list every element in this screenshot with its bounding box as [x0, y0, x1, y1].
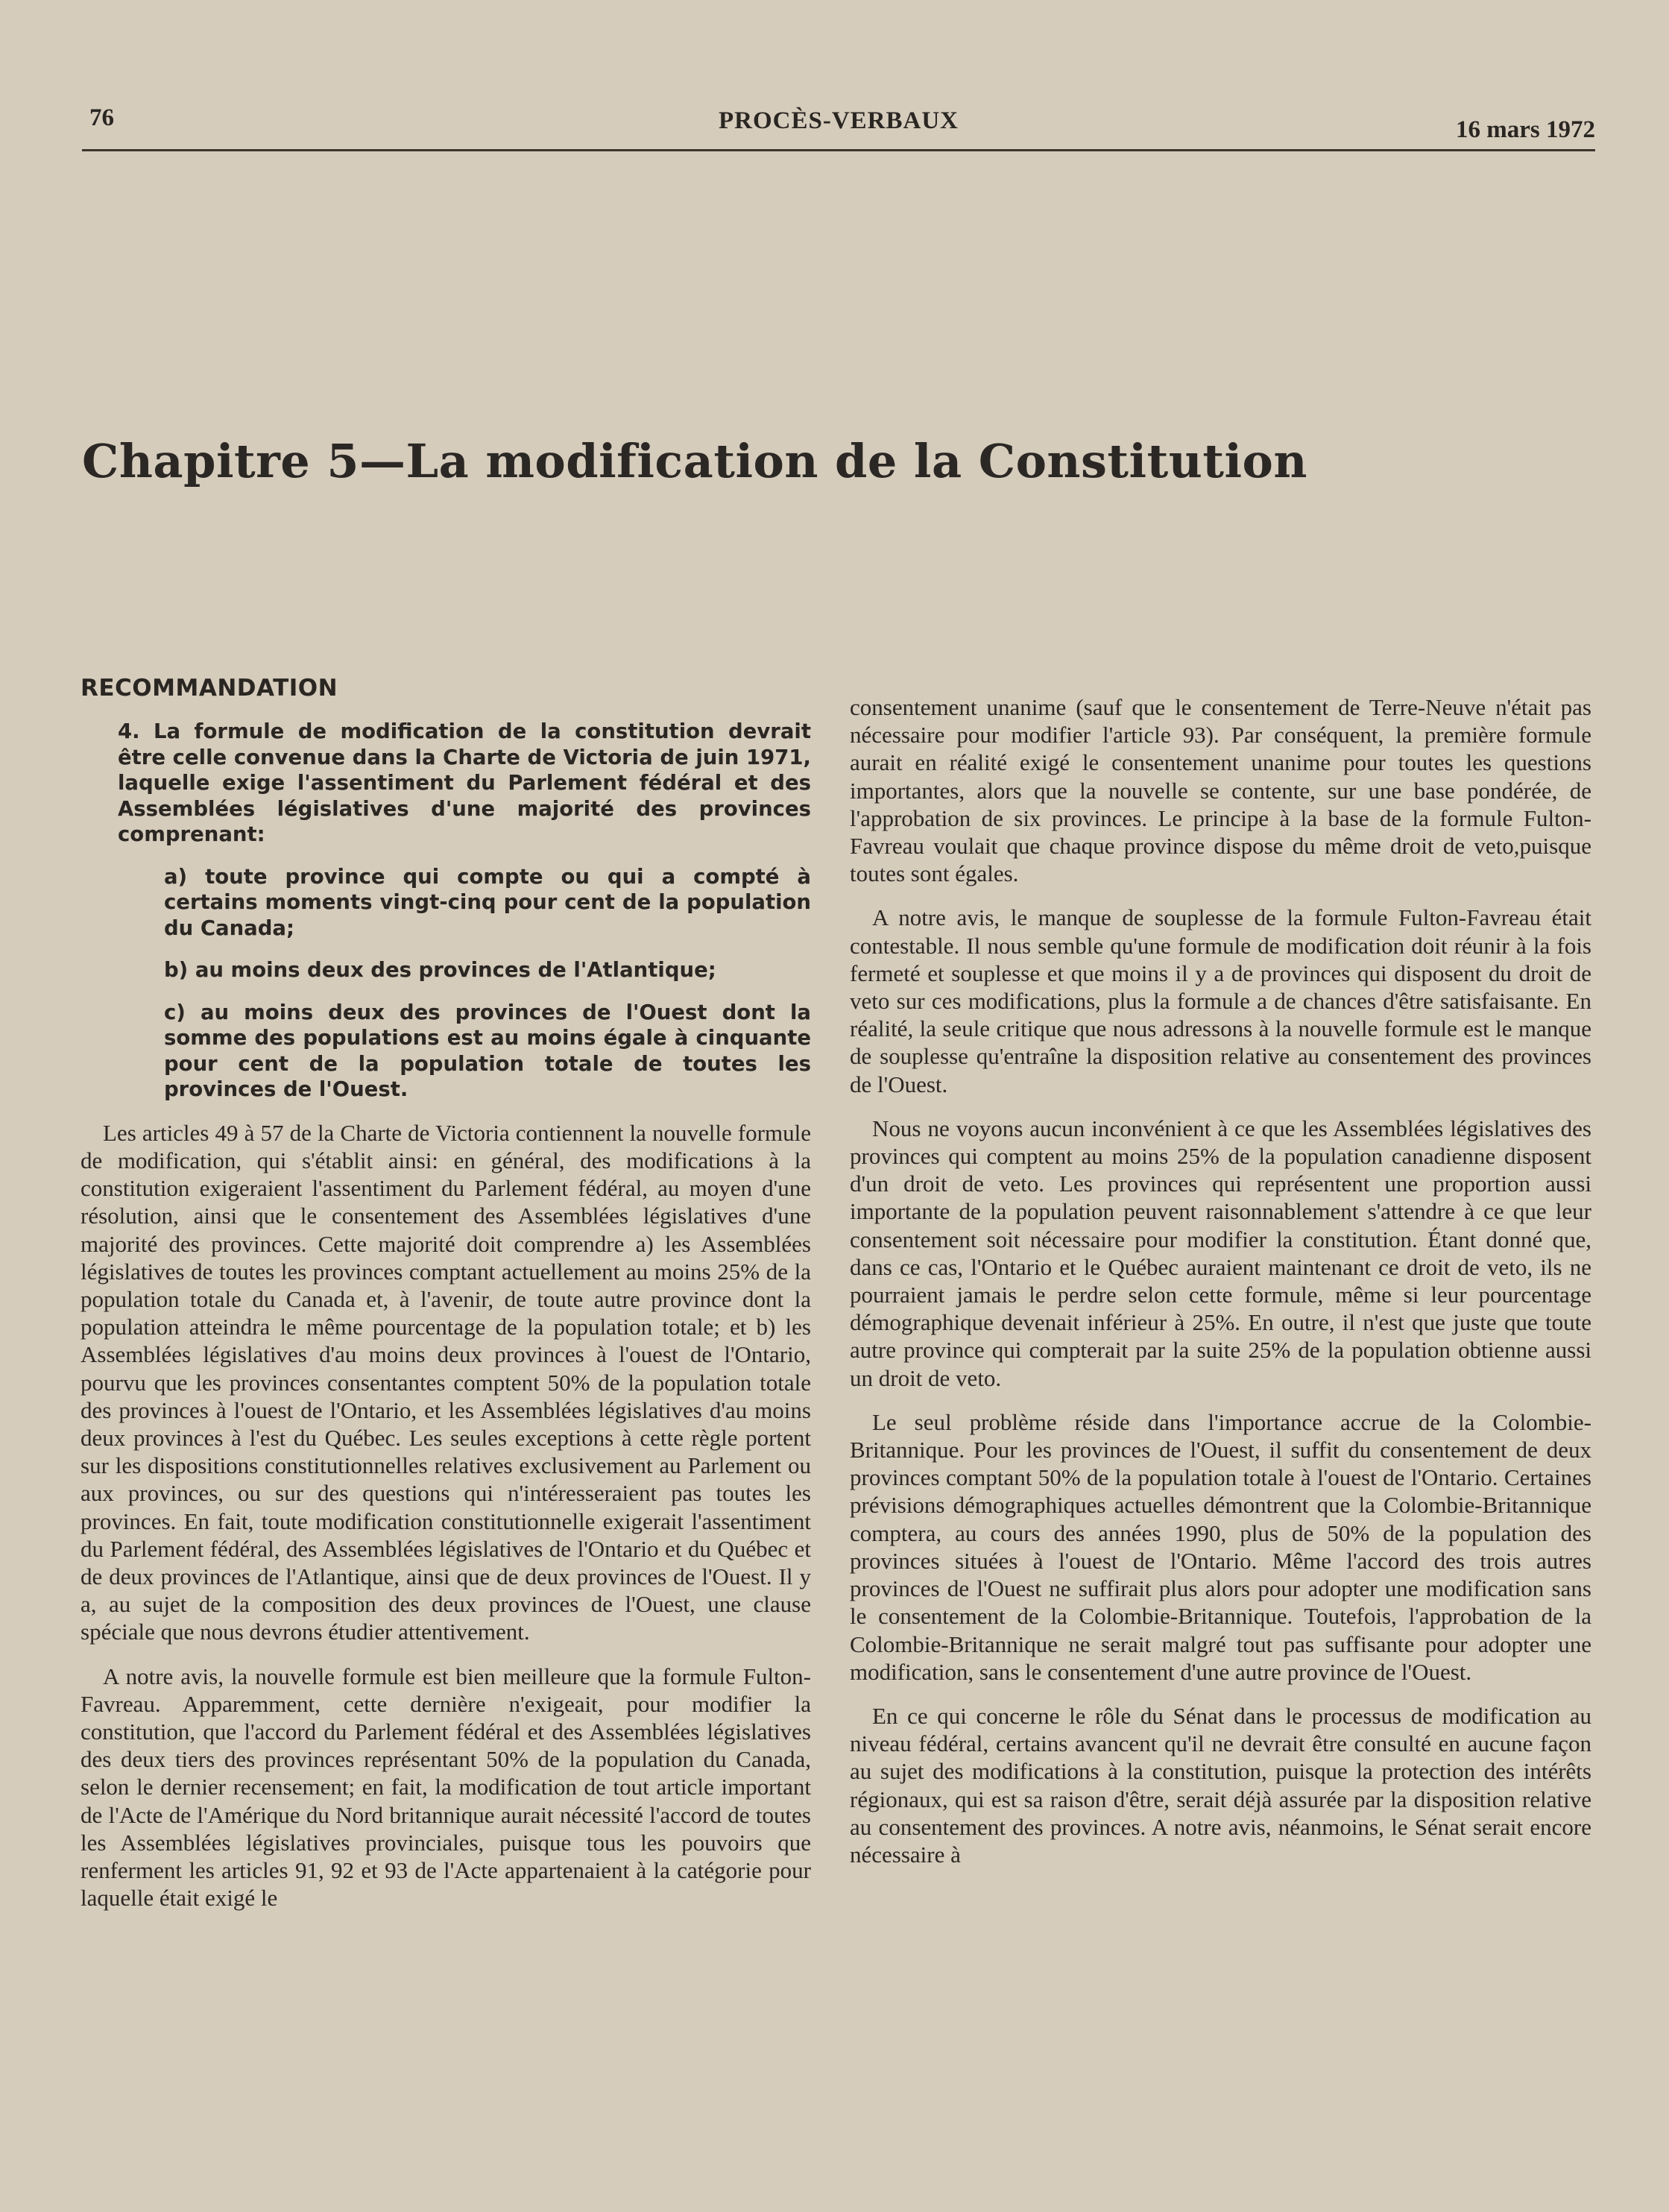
recommendation-heading: RECOMMANDATION — [81, 675, 338, 702]
left-column — [81, 675, 811, 1928]
body-paragraph: En ce qui concerne le rôle du Sénat dans le processus de modification au niveau fédéral, certains avancent qu'il ne devrait être consulté en aucune façon au sujet des modifications à la constitution, puisque la protection des intérêts régionaux, qui est sa raison d'être, serait déjà assurée par la disposition relative au consentement des provinces. A notre avis, néanmoins, le Sénat serait encore nécessaire à — [850, 1702, 1591, 1868]
page-number: 76 — [89, 104, 114, 131]
body-paragraph: A notre avis, la nouvelle formule est bien meilleure que la formule Fulton-Favreau. Apparemment, cette dernière n'exigeait, pour modifier la constitution, que l'accord du Parlement fédéral et des Assemblées législatives des deux tiers des provinces représentant 50% de la population du Canada, selon le dernier recensement; en fait, la modification de tout article important de l'Acte de l'Amérique du Nord britannique aurait nécessité l'accord de toutes les Assemblées législatives provinciales, puisque tous les pouvoirs que renferment les articles 91, 92 et 93 de l'Acte appartenaient à la catégorie pour laquelle était exigé le — [81, 1663, 811, 1912]
body-paragraph: Les articles 49 à 57 de la Charte de Victoria contiennent la nouvelle formule de modification, qui s'établit ainsi: en général, des modifications à la constitution exigeraient l'assentiment du Parlement fédéral, au moyen d'une résolution, ainsi que le consentement des Assemblées législatives d'une majorité des provinces. Cette majorité doit comprendre a) les Assemblées législatives de toutes les provinces comptant actuellement au moins 25% de la population totale du Canada et, à l'avenir, de toute autre province dont la population atteindra le même pourcentage de la population totale; et b) les Assemblées législatives d'au moins deux provinces à l'ouest de l'Ontario, pourvu que les provinces consentantes comptent 50% de la population totale des provinces à l'ouest de l'Ontario, et les Assemblées législatives d'au moins deux provinces à l'est du Québec. Les seules exceptions à cette règle portent sur les dispositions constitutionnelles relatives exclusivement au Parlement ou aux provinces, ou sur des questions qui n'intéresseraient pas toutes les provinces. En fait, toute modification constitutionnelle exigerait l'assentiment du Parlement fédéral, des Assemblées législatives de l'Ontario et du Québec et de deux provinces de l'Atlantique, ainsi que de deux provinces de l'Ouest. Il y a, au sujet de la composition des deux provinces de l'Ouest, une clause spéciale que nous devrons étudier attentivement. — [81, 1119, 811, 1645]
body-paragraph: Nous ne voyons aucun inconvénient à ce que les Assemblées législatives des provinces qui comptent au moins 25% de la population canadienne disposent d'un droit de veto. Les provinces qui représentent une proportion aussi importante de la population peuvent raisonnablement s'attendre à ce que leur consentement soit nécessaire pour modifier la constitution. Étant donné que, dans ce cas, l'Ontario et le Québec auraient maintenant ce droit de veto, ils ne pourraient jamais le perdre selon cette formule, même si leur pourcentage démographique devenait inférieur à 25%. En outre, il n'est que juste que toute autre province qui compterait par la suite 25% de la population obtienne aussi un droit de veto. — [850, 1115, 1591, 1391]
header-title: PROCÈS-VERBAUX — [718, 107, 959, 134]
recommendation-item-a: a) toute province qui compte ou qui a compté à certains moments vingt-cinq pour cent de la population du Canada; — [164, 864, 811, 940]
chapter-title: Chapitre 5—La modification de la Constitution — [82, 433, 1307, 488]
right-column — [850, 693, 1591, 1885]
recommendation-main: 4. La formule de modification de la constitution devrait être celle convenue dans la Charte de Victoria de juin 1971, laquelle exige l'assentiment du Parlement fédéral et des Assemblées législatives d'une majorité des provinces comprenant: — [118, 719, 811, 847]
body-paragraph: consentement unanime (sauf que le consentement de Terre-Neuve n'était pas nécessaire pour modifier l'article 93). Par conséquent, la première formule aurait en réalité exigé le consentement unanime pour toutes les questions importantes, alors que la nouvelle se contente, sur une base pondérée, de l'approbation de six provinces. Le principe à la base de la formule Fulton-Favreau voulait que chaque province dispose du même droit de veto,puisque toutes sont égales. — [850, 694, 1591, 887]
recommendation-item-b: b) au moins deux des provinces de l'Atlantique; — [164, 958, 716, 983]
body-paragraph: Le seul problème réside dans l'importance accrue de la Colombie-Britannique. Pour les provinces de l'Ouest, il suffit du consentement de deux provinces comptant 50% de la population totale à l'ouest de l'Ontario. Certaines prévisions démographiques actuelles démontrent que la Colombie-Britannique comptera, au cours des années 1990, plus de 50% de la population des provinces situées à l'ouest de l'Ontario. Même l'accord des trois autres provinces de l'Ouest ne suffirait plus alors pour adopter une modification sans le consentement de la Colombie-Britannique. Toutefois, l'approbation de la Colombie-Britannique ne serait malgré tout pas suffisante pour adopter une modification, sans le consentement d'une autre province de l'Ouest. — [850, 1408, 1591, 1685]
running-header — [82, 104, 1595, 151]
header-date: 16 mars 1972 — [1456, 116, 1595, 143]
body-paragraph: A notre avis, le manque de souplesse de la formule Fulton-Favreau était contestable. Il nous semble qu'une formule de modification doit réunir à la fois fermeté et souplesse et que moins il y a de provinces qui disposent du droit de veto sur ces modifications, plus la formule a de chances d'être satisfaisante. En réalité, la seule critique que nous adressons à la nouvelle formule est le manque de souplesse qu'entraîne la disposition relative au consentement des provinces de l'Ouest. — [850, 904, 1591, 1097]
recommendation-item-c: c) au moins deux des provinces de l'Ouest dont la somme des populations est au moins égale à cinquante pour cent de la population totale de toutes les provinces de l'Ouest. — [164, 1000, 811, 1102]
